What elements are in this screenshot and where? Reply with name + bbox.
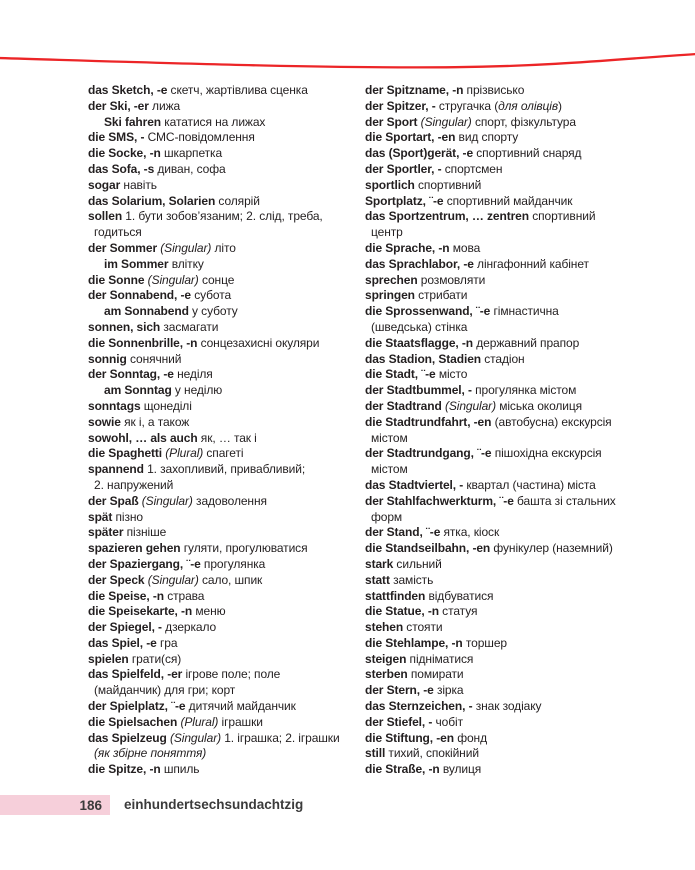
ukrainian-translation: статуя: [438, 604, 478, 619]
ukrainian-translation: фонд: [453, 730, 487, 745]
dictionary-entry-line: [365, 209, 665, 225]
ukrainian-translation: квартал (частина) міста: [463, 477, 596, 492]
german-term: sonntags: [88, 398, 141, 413]
dictionary-entry-line: [88, 652, 365, 668]
ukrainian-translation: сильний: [393, 556, 442, 571]
grammar-note: (Singular): [157, 240, 212, 255]
ukrainian-translation: грати(ся): [128, 651, 182, 666]
ukrainian-translation: шпиль: [160, 762, 200, 777]
dictionary-entry-line: [365, 288, 665, 304]
dictionary-entry-line: [88, 762, 365, 778]
ukrainian-translation: гуляти, прогулюватися: [180, 541, 308, 556]
german-term: sportlich: [365, 177, 415, 192]
grammar-note: (Singular): [166, 730, 221, 745]
ukrainian-translation: вид спорту: [455, 130, 519, 145]
dictionary-entry-line: [88, 525, 365, 541]
dictionary-entry-line: [365, 652, 665, 668]
german-term: der Sonntag, -e: [88, 367, 174, 382]
dictionary-entry-line: [365, 83, 665, 99]
ukrainian-translation: прогулянка: [200, 556, 266, 571]
ukrainian-translation: сонцезахисні окуляри: [197, 335, 320, 350]
german-term: spielen: [88, 651, 129, 666]
dictionary-entry-line: [365, 130, 665, 146]
german-term: die Sprache, -n: [365, 240, 450, 255]
dictionary-continuation-line: [365, 225, 665, 241]
dictionary-entry-line: [365, 636, 665, 652]
grammar-note: (Plural): [177, 714, 219, 729]
german-term: der Sonnabend, -e: [88, 288, 191, 303]
dictionary-continuation-line: [88, 383, 365, 399]
dictionary-entry-line: [88, 320, 365, 336]
dictionary-column-right: [365, 83, 665, 778]
german-term: die Spitze, -n: [88, 762, 161, 777]
ukrainian-translation: ): [558, 98, 562, 113]
ukrainian-translation: як, … так і: [197, 430, 257, 445]
ukrainian-translation: субота: [190, 288, 232, 303]
german-term: später: [88, 525, 124, 540]
dictionary-entry-line: [88, 83, 365, 99]
german-term: der Stiefel, -: [365, 714, 433, 729]
dictionary-entry-line: [365, 667, 665, 683]
dictionary-entry-line: [365, 304, 665, 320]
dictionary-entry-line: [88, 715, 365, 731]
german-term: der Spaß: [88, 493, 139, 508]
german-term: das Sketch, -e: [88, 83, 168, 97]
dictionary-continuation-line: [88, 115, 365, 131]
ukrainian-translation: форм: [371, 509, 403, 524]
dictionary-entry-line: [365, 746, 665, 762]
german-term: sonnen, sich: [88, 319, 161, 334]
german-term: am Sonntag: [104, 383, 172, 398]
dictionary-entry-line: [365, 589, 665, 605]
grammar-note: (Plural): [162, 446, 204, 461]
german-term: sowie: [88, 414, 121, 429]
german-term: sowohl, … als auch: [88, 430, 198, 445]
ukrainian-translation: башта зі стальних: [513, 493, 616, 508]
dictionary-continuation-line: [88, 746, 365, 762]
ukrainian-translation: влітку: [168, 256, 204, 271]
ukrainian-translation: чобіт: [432, 714, 463, 729]
german-term: spannend: [88, 462, 144, 477]
german-term: die Socke, -n: [88, 146, 161, 161]
ukrainian-translation: диван, софа: [154, 161, 226, 176]
ukrainian-translation: (автобусна) екскурсія: [491, 414, 612, 429]
ukrainian-translation: сало, шпик: [198, 572, 263, 587]
ukrainian-translation: пізніше: [123, 525, 167, 540]
dictionary-entry-line: [365, 241, 665, 257]
ukrainian-translation: гімнастична: [490, 304, 559, 319]
ukrainian-translation: містом: [371, 462, 408, 477]
dictionary-continuation-line: [88, 478, 365, 494]
dictionary-entry-line: [88, 636, 365, 652]
german-term: das Spielfeld, -er: [88, 667, 183, 682]
ukrainian-translation: прогулянка містом: [471, 383, 577, 398]
ukrainian-translation: пізно: [112, 509, 143, 524]
ukrainian-translation: тихий, спокійний: [385, 746, 479, 761]
german-term: die Stadt, ¨-e: [365, 367, 436, 382]
ukrainian-translation: лижа: [148, 98, 181, 113]
dictionary-entry-line: [365, 336, 665, 352]
german-term: der Stahlfachwerkturm, ¨-e: [365, 493, 514, 508]
dictionary-entry-line: [88, 178, 365, 194]
german-term: der Stadtbummel, -: [365, 383, 472, 398]
german-term: der Stadtrundgang, ¨-e: [365, 446, 492, 461]
german-term: der Stadtrand: [365, 398, 442, 413]
dictionary-entry-line: [88, 620, 365, 636]
dictionary-entry-line: [88, 431, 365, 447]
ukrainian-translation: сонце: [198, 272, 235, 287]
german-term: das (Sport)gerät, -e: [365, 146, 474, 161]
dictionary-entry-line: [88, 699, 365, 715]
ukrainian-translation: навіть: [120, 177, 157, 192]
ukrainian-translation: спортивний: [414, 177, 482, 192]
ukrainian-translation: центр: [371, 225, 403, 240]
dictionary-entry-line: [365, 415, 665, 431]
german-term: der Ski, -er: [88, 98, 149, 113]
dictionary-entry-line: [88, 194, 365, 210]
dictionary-continuation-line: [88, 683, 365, 699]
german-term: das Sportzentrum, … zentren: [365, 209, 529, 224]
german-term: das Spielzeug: [88, 730, 167, 745]
ukrainian-translation: меню: [192, 604, 226, 619]
german-term: der Spielplatz, ¨-e: [88, 699, 186, 714]
grammar-note: (Singular): [144, 272, 199, 287]
dictionary-entry-line: [88, 209, 365, 225]
ukrainian-translation: державний прапор: [473, 335, 580, 350]
ukrainian-translation: знак зодіаку: [472, 699, 542, 714]
dictionary-entry-line: [365, 446, 665, 462]
page-number: 186: [79, 797, 102, 813]
ukrainian-translation: шкарпетка: [160, 146, 223, 161]
dictionary-entry-line: [88, 130, 365, 146]
dictionary-entry-line: [365, 115, 665, 131]
ukrainian-translation: спортивний снаряд: [473, 146, 582, 161]
ukrainian-translation: дзеркало: [161, 620, 217, 635]
german-term: das Sofa, -s: [88, 161, 155, 176]
dictionary-continuation-line: [88, 304, 365, 320]
german-term: die Sprossenwand, ¨-e: [365, 304, 491, 319]
german-term: stattfinden: [365, 588, 426, 603]
ukrainian-translation: спорт, фізкультура: [471, 114, 576, 129]
ukrainian-translation: іграшки: [218, 714, 263, 729]
german-term: die Stehlampe, -n: [365, 635, 463, 650]
dictionary-entry-line: [365, 731, 665, 747]
german-term: die Sportart, -en: [365, 130, 456, 145]
ukrainian-translation: місто: [435, 367, 468, 382]
grammar-note: (Singular): [144, 572, 199, 587]
german-term: Sportplatz, ¨-e: [365, 193, 444, 208]
ukrainian-translation: гра: [156, 635, 178, 650]
dictionary-entry-line: [365, 525, 665, 541]
page-number-strip: [0, 795, 110, 815]
dictionary-entry-line: [88, 415, 365, 431]
ukrainian-translation: спортивний: [529, 209, 596, 224]
dictionary-entry-line: [365, 399, 665, 415]
ukrainian-translation: спортивний майданчик: [443, 193, 573, 208]
ukrainian-translation: СМС-повідомлення: [144, 130, 255, 145]
grammar-note: (Singular): [417, 114, 472, 129]
dictionary-entry-line: [365, 257, 665, 273]
ukrainian-translation: лінгафонний кабінет: [473, 256, 589, 271]
german-term: springen: [365, 288, 415, 303]
dictionary-entry-line: [88, 288, 365, 304]
dictionary-entry-line: [88, 146, 365, 162]
ukrainian-translation: страва: [163, 588, 205, 603]
german-term: das Stadion, Stadien: [365, 351, 482, 366]
ukrainian-translation: вулиця: [439, 762, 482, 777]
ukrainian-translation: (майданчик) для гри; корт: [94, 683, 236, 698]
dictionary-entry-line: [88, 494, 365, 510]
dictionary-entry-line: [365, 273, 665, 289]
dictionary-entry-line: [88, 99, 365, 115]
german-term: das Stadtviertel, -: [365, 477, 464, 492]
ukrainian-translation: пішохідна екскурсія: [491, 446, 602, 461]
ukrainian-translation: прізвисько: [463, 83, 525, 97]
german-term: spazieren gehen: [88, 541, 181, 556]
german-term: die Straße, -n: [365, 762, 440, 777]
ukrainian-translation: замість: [389, 572, 434, 587]
german-term: die Spielsachen: [88, 714, 178, 729]
dictionary-continuation-line: [88, 225, 365, 241]
dictionary-entry-line: [365, 494, 665, 510]
top-red-line-decoration: [0, 0, 695, 80]
ukrainian-translation: помирати: [407, 667, 464, 682]
dictionary-entry-line: [365, 367, 665, 383]
dictionary-entry-line: [88, 604, 365, 620]
page-number-word: einhundertsechsundachtzig: [124, 797, 304, 812]
ukrainian-translation: дитячий майданчик: [185, 699, 296, 714]
dictionary-entry-line: [88, 446, 365, 462]
dictionary-column-left: [88, 83, 365, 778]
ukrainian-translation: 1. захопливий, привабливий;: [143, 462, 306, 477]
ukrainian-translation: 1. бути зобов’язаним; 2. слід, треба,: [122, 209, 323, 224]
german-term: statt: [365, 572, 390, 587]
dictionary-entry-line: [88, 367, 365, 383]
dictionary-entry-line: [365, 383, 665, 399]
german-term: der Stand, ¨-e: [365, 525, 441, 540]
german-term: die Speise, -n: [88, 588, 164, 603]
dictionary-entry-line: [88, 731, 365, 747]
german-term: der Speck: [88, 572, 145, 587]
ukrainian-translation: (шведська) стінка: [371, 319, 468, 334]
dictionary-continuation-line: [88, 257, 365, 273]
ukrainian-translation: 2. напружений: [94, 477, 174, 492]
dictionary-continuation-line: [365, 510, 665, 526]
ukrainian-translation: у неділю: [171, 383, 223, 398]
dictionary-entry-line: [88, 273, 365, 289]
ukrainian-translation: у суботу: [188, 304, 238, 319]
ukrainian-translation: відбуватися: [425, 588, 494, 603]
german-term: der Sportler, -: [365, 161, 442, 176]
ukrainian-translation: як і, а також: [120, 414, 190, 429]
ukrainian-translation: стояти: [403, 620, 443, 635]
ukrainian-translation: мова: [449, 240, 481, 255]
dictionary-entry-line: [88, 241, 365, 257]
dictionary-entry-line: [365, 699, 665, 715]
german-term: der Spiegel, -: [88, 620, 162, 635]
ukrainian-translation: солярій: [215, 193, 260, 208]
dictionary-entry-line: [88, 399, 365, 415]
german-term: sogar: [88, 177, 121, 192]
ukrainian-translation: неділя: [173, 367, 213, 382]
dictionary-entry-line: [365, 557, 665, 573]
ukrainian-translation: торшер: [462, 635, 507, 650]
ukrainian-translation: стругачка (: [435, 98, 499, 113]
dictionary-entry-line: [88, 541, 365, 557]
german-term: das Spiel, -e: [88, 635, 157, 650]
dictionary-continuation-line: [365, 320, 665, 336]
german-term: die SMS, -: [88, 130, 145, 145]
dictionary-entry-line: [88, 667, 365, 683]
ukrainian-translation: щонеділі: [140, 398, 192, 413]
german-term: die Standseilbahn, -en: [365, 541, 491, 556]
ukrainian-translation: спагеті: [203, 446, 244, 461]
dictionary-continuation-line: [365, 462, 665, 478]
german-term: Ski fahren: [104, 114, 162, 129]
ukrainian-translation: ятка, кіоск: [440, 525, 500, 540]
dictionary-entry-line: [365, 162, 665, 178]
german-term: sollen: [88, 209, 123, 224]
dictionary-entry-line: [365, 715, 665, 731]
ukrainian-translation: міська околиця: [495, 398, 583, 413]
dictionary-entry-line: [365, 573, 665, 589]
german-term: die Spaghetti: [88, 446, 163, 461]
ukrainian-translation: підніматися: [406, 651, 474, 666]
german-term: im Sommer: [104, 256, 169, 271]
ukrainian-translation: задоволення: [192, 493, 267, 508]
grammar-note: (Singular): [138, 493, 193, 508]
dictionary-entry-line: [365, 478, 665, 494]
german-term: stehen: [365, 620, 404, 635]
ukrainian-translation: скетч, жартівлива сценка: [167, 83, 308, 97]
ukrainian-translation: кататися на лижах: [161, 114, 266, 129]
german-term: stark: [365, 556, 394, 571]
dictionary-entry-line: [365, 352, 665, 368]
dictionary-entry-line: [365, 178, 665, 194]
german-term: die Statue, -n: [365, 604, 439, 619]
ukrainian-translation: фунікулер (наземний): [490, 541, 613, 556]
ukrainian-translation: літо: [211, 240, 236, 255]
ukrainian-translation: годиться: [94, 225, 142, 240]
ukrainian-translation: розмовляти: [417, 272, 486, 287]
dictionary-entry-line: [88, 557, 365, 573]
dictionary-entry-line: [365, 146, 665, 162]
dictionary-entry-line: [88, 510, 365, 526]
ukrainian-translation: стрибати: [414, 288, 468, 303]
german-term: die Stadtrundfahrt, -en: [365, 414, 492, 429]
grammar-note: (Singular): [441, 398, 496, 413]
dictionary-entry-line: [88, 336, 365, 352]
dictionary-entry-line: [365, 620, 665, 636]
dictionary-entry-line: [365, 683, 665, 699]
ukrainian-translation: спортсмен: [441, 161, 503, 176]
german-term: die Sonne: [88, 272, 145, 287]
german-term: sterben: [365, 667, 408, 682]
dictionary-entry-line: [88, 352, 365, 368]
german-term: sonnig: [88, 351, 127, 366]
german-term: die Stiftung, -en: [365, 730, 454, 745]
german-term: sprechen: [365, 272, 418, 287]
dictionary-entry-line: [365, 762, 665, 778]
dictionary-entry-line: [88, 573, 365, 589]
ukrainian-translation: 1. іграшка; 2. іграшки: [221, 730, 340, 745]
german-term: der Spaziergang, ¨-e: [88, 556, 201, 571]
german-term: der Spitzer, -: [365, 98, 436, 113]
ukrainian-translation: зірка: [433, 683, 464, 698]
dictionary-entry-line: [88, 589, 365, 605]
grammar-note: (як збірне поняття): [94, 746, 207, 761]
ukrainian-translation: стадіон: [481, 351, 525, 366]
german-term: am Sonnabend: [104, 304, 189, 319]
german-term: die Sonnenbrille, -n: [88, 335, 198, 350]
german-term: der Sommer: [88, 240, 158, 255]
german-term: das Sprachlabor, -e: [365, 256, 474, 271]
german-term: spät: [88, 509, 113, 524]
german-term: das Solarium, Solarien: [88, 193, 216, 208]
german-term: still: [365, 746, 386, 761]
german-term: die Staatsflagge, -n: [365, 335, 474, 350]
ukrainian-translation: засмагати: [160, 319, 219, 334]
grammar-note: для олівців: [498, 98, 559, 113]
dictionary-entry-line: [88, 462, 365, 478]
german-term: das Sternzeichen, -: [365, 699, 473, 714]
dictionary-entry-line: [365, 99, 665, 115]
dictionary-entry-line: [365, 194, 665, 210]
german-term: der Stern, -e: [365, 683, 434, 698]
dictionary-entry-line: [365, 541, 665, 557]
ukrainian-translation: ігрове поле; поле: [182, 667, 281, 682]
dictionary-entry-line: [365, 604, 665, 620]
german-term: der Sport: [365, 114, 418, 129]
german-term: steigen: [365, 651, 407, 666]
german-term: der Spitzname, -n: [365, 83, 464, 97]
dictionary-entry-line: [88, 162, 365, 178]
ukrainian-translation: містом: [371, 430, 408, 445]
ukrainian-translation: сонячний: [126, 351, 182, 366]
dictionary-continuation-line: [365, 431, 665, 447]
german-term: die Speisekarte, -n: [88, 604, 193, 619]
